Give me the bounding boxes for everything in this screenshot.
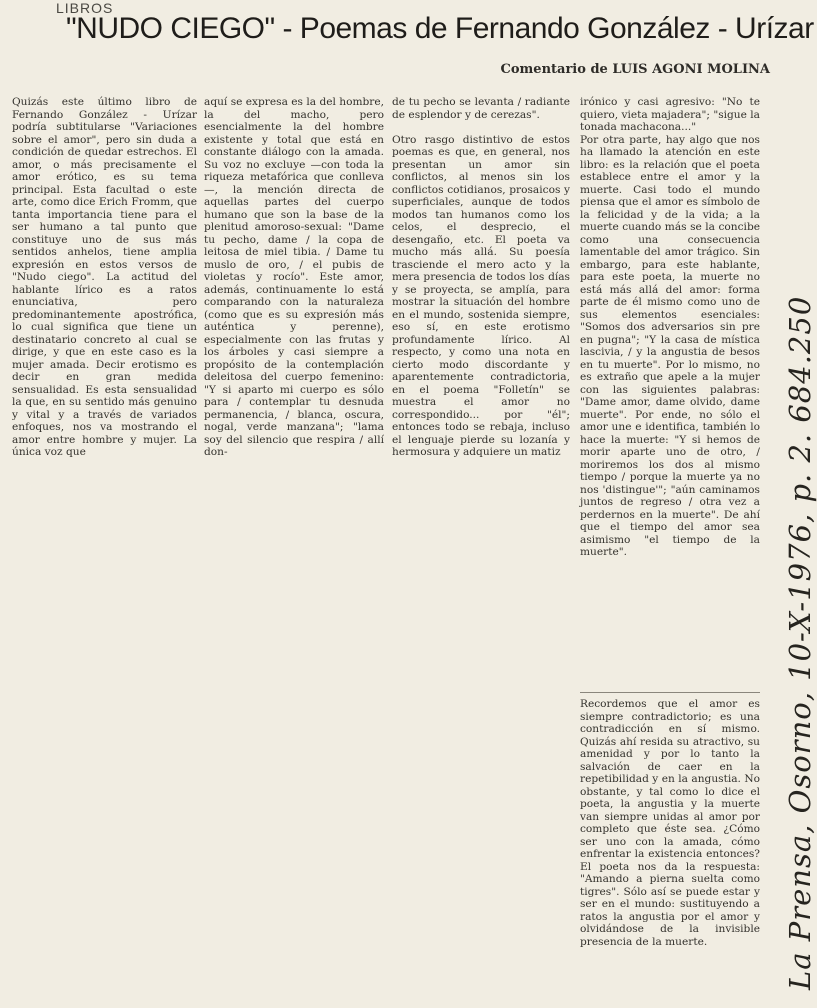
article-column-3: de tu pecho se levanta / radiante de esplendor y de cerezas". Otro rasgo distintivo de estos poemas es que, en general, nos presentan un amor sin conflictos, al menos sin los conflictos cotidianos, prosaicos y superficiales, aunque de todos modos tan humanos como los celos, el desprecio, el desengaño, etc. El poeta va mucho más allá. Su poesía trasciende el mero acto y la mera presencia de todos los días y se proyecta, se amplía, para mostrar la situación del hombre en el mundo, sostenida siempre, eso sí, en este erotismo profundamente lírico. Al respecto, y como una nota en cierto modo discordante y aparentemente contradictoria, en el poema "Folletín" se muestra el amor no correspondido... por "él"; entonces todo se rebaja, incluso el lenguaje pierde su lozanía y hermosura y adquiere un matiz [392, 96, 570, 458]
article-column-4: irónico y casi agresivo: "No te quiero, vieta majadera"; "sigue la tonada machacona..." Por otra parte, hay algo que nos ha llamado la atención en este libro: es la relación que el poeta establece entre el amor y la muerte. Casi todo el mundo piensa que el amor es símbolo de la felicidad y de la vida; a la muerte cuando más se la concibe como una consecuencia lamentable del amor trágico. Sin embargo, para este hablante, para este poeta, la muerte no está más allá del amor: forma parte de él mismo como uno de sus elementos esenciales: "Somos dos adversarios sin pre en pugna"; "Y la casa de mística lascivia, / y la angustia de besos en tu muerte". Por lo mismo, no es extraño que apele a la mujer con las siguientes palabras: "Dame amor, dame olvido, dame muerte". Por ende, no sólo el amor une e identifica, también lo hace la muerte: "Y si hemos de morir aparte uno de otro, / moriremos los dos al mismo tiempo / porque la muerte ya no nos 'distingue'"; "aún caminamos juntos de regreso / otra vez a perdernos en la muerte". De ahí que el tiempo del amor sea asimismo "el tiempo de la muerte". [580, 96, 760, 558]
article-column-2: aquí se expresa es la del hombre, la del macho, pero esencialmente la del hombre existente y total que está en constante diálogo con la amada. Su voz no excluye —con toda la riqueza metafórica que conlleva—, la mención directa de aquellas partes del cuerpo humano que son la base de la plenitud amoroso-sexual: "Dame tu pecho, dame / la copa de leitosa de miel tibia. / Dame tu muslo de oro, / el pubis de violetas y rocío". Este amor, además, continuamente lo está comparando con la naturaleza (como que es su expresión más auténtica y perenne), especialmente con las frutas y los árboles y casi siempre a propósito de la contemplación deleitosa del cuerpo femenino: "Y si aparto mi cuerpo es sólo para / contemplar tu desnuda permanencia, / blanca, oscura, nogal, verde manzana"; "lama soy del silencio que respira / allí don- [204, 96, 384, 458]
article-column-4-continued: Recordemos que el amor es siempre contradictorio; es una contradicción en sí mismo. Quizás ahí resida su atractivo, su amenidad y por lo tanto la salvación de caer en la repetibilidad y en la angustia. No obstante, y tal como lo dice el poeta, la angustia y la muerte van siempre unidas al amor por completo que éste sea. ¿Cómo ser uno con la amada, cómo enfrentar la existencia entonces? El poeta nos da la respuesta: "Amando a pierna suelta como tigres". Sólo así se puede estar y ser en el mundo: sustituyendo a ratos la angustia por el amor y olvidándose de la invisible presencia de la muerte. [580, 698, 760, 948]
article-column-1: Quizás este último libro de Fernando González - Urízar podría subtitularse "Variaciones sobre el amor", pero sin duda a condición de quedar estrechos. El amor, o más precisamente el amor erótico, es su tema principal. Esta facultad o este arte, como dice Erich Fromm, que tanta importancia tiene para el ser humano a tal punto que constituye uno de sus más sentidos anhelos, tiene amplia expresión en estos versos de "Nudo ciego". La actitud del hablante lírico es a ratos enunciativa, pero predominantemente apostrófica, lo cual significa que tiene un destinatario concreto al cual se dirige, y que en este caso es la mujer amada. Decir erotismo es decir en gran medida sensualidad. Es esta sensualidad la que, en su sentido más genuino y vital y a través de variados enfoques, nos va mostrando el amor entre hombre y mujer. La única voz que [12, 96, 197, 458]
article-byline: Comentario de LUIS AGONI MOLINA [500, 62, 770, 77]
column-divider [580, 692, 760, 693]
section-label: LIBROS [56, 0, 114, 16]
handwritten-source-note: La Prensa, Osorno, 10-X-1976, p. 2. 684.250 [783, 295, 817, 990]
article-headline: "NUDO CIEGO" - Poemas de Fernando González - Urízar [66, 12, 814, 45]
